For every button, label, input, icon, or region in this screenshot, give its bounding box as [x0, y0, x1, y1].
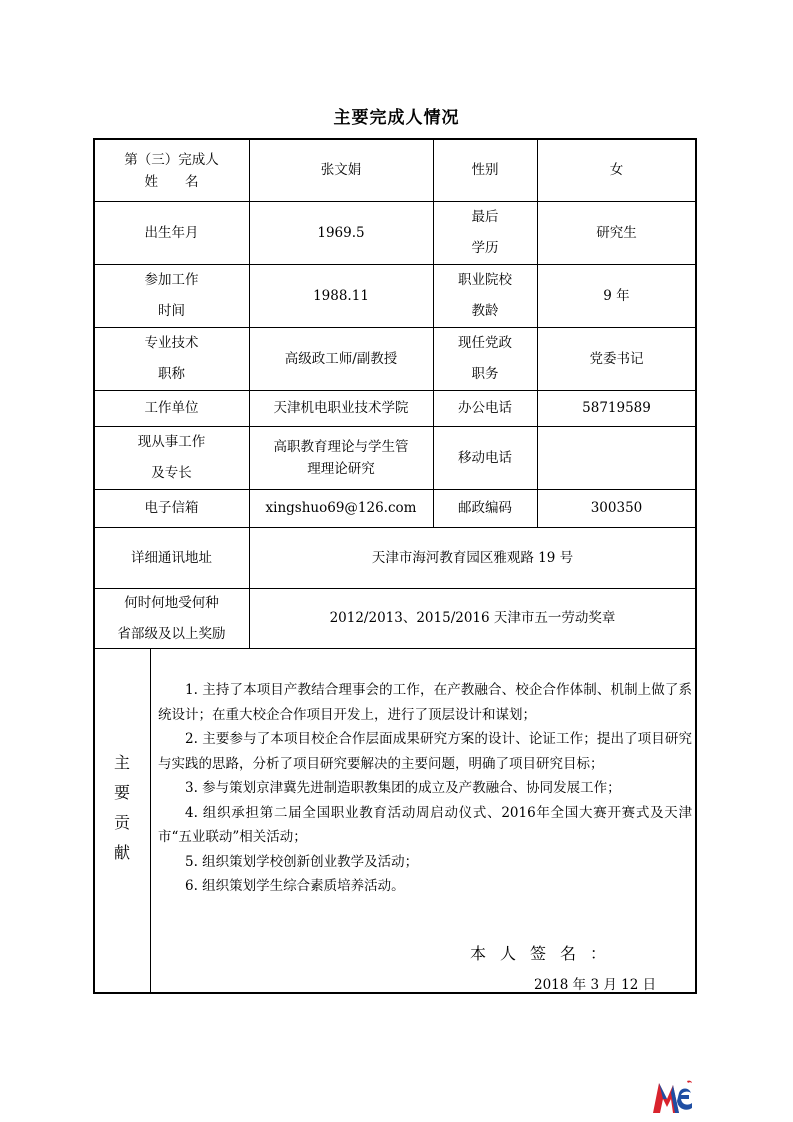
unit-value: 天津机电职业技术学院 — [273, 400, 409, 416]
teaching-years-label — [433, 265, 537, 327]
specialty-label-line1: 现从事工作 — [137, 434, 206, 450]
office-phone-value: 58719589 — [582, 400, 651, 416]
birth-value: 1969.5 — [317, 224, 365, 241]
party-position-label-line1: 现任党政 — [458, 335, 512, 351]
education-label — [433, 202, 537, 264]
email-label: 电子信箱 — [144, 500, 199, 516]
order-label-line1: 第（三）完成人 — [124, 151, 219, 168]
specialty-label-line2: 及专长 — [151, 465, 192, 481]
teaching-years-label-line1: 职业院校 — [458, 272, 512, 288]
title-value: 高级政工师/副教授 — [284, 350, 398, 367]
birth-label: 出生年月 — [144, 224, 199, 241]
address-value: 天津市海河教育园区雅观路 19 号 — [371, 549, 574, 566]
education-label-line2: 学历 — [471, 240, 499, 256]
contribution-item: 4. 组织承担第二届全国职业教育活动周启动仪式、2016年全国大赛开赛式及天津市“五业联动”相关活动； — [158, 804, 692, 845]
awards-value: 2012/2013、2015/2016 天津市五一劳动奖章 — [329, 610, 616, 626]
specialty-value-line1: 高职教育理论与学生管 — [273, 439, 409, 455]
name-value: 张文娟 — [320, 162, 362, 178]
publisher-logo-icon — [651, 1079, 695, 1115]
contribution-item: 1. 主持了本项目产教结合理事会的工作，在产教融合、校企合作体制、机制上做了系统设计；在重大校企合作项目开发上，进行了顶层设计和谋划； — [158, 682, 692, 723]
heading-char: 主 — [113, 753, 130, 772]
order-label-line2: 姓 名 — [144, 173, 199, 190]
work-start-label — [94, 265, 249, 327]
heading-char: 贡 — [113, 813, 130, 832]
mobile-label: 移动电话 — [458, 449, 512, 466]
contributions-heading — [94, 748, 150, 868]
specialty-value — [249, 427, 433, 489]
email-value: xingshuo69@126.com — [265, 500, 417, 516]
page-title: 主要完成人情况 — [333, 108, 460, 128]
party-position-value: 党委书记 — [589, 350, 644, 367]
contribution-item: 3. 参与策划京津冀先进制造职教集团的成立及产教融合、协同发展工作； — [185, 780, 621, 796]
party-position-label — [433, 328, 537, 390]
education-value: 研究生 — [596, 224, 637, 241]
signature-date: 2018 年 3 月 12 日 — [534, 977, 657, 993]
address-label: 详细通讯地址 — [131, 549, 212, 566]
specialty-value-line2: 理理论研究 — [307, 461, 375, 477]
contribution-item: 2. 主要参与了本项目校企合作层面成果研究方案的设计、论证工作；提出了项目研究与实践的思路，分析了项目研究要解决的主要问题，明确了项目研究目标； — [158, 731, 692, 772]
order-label — [94, 140, 249, 201]
signature-label: 本人签名： — [470, 944, 621, 963]
awards-label-line1: 何时何地受何种 — [124, 594, 219, 611]
title-label-line1: 专业技术 — [144, 335, 199, 351]
postcode-label: 邮政编码 — [458, 500, 512, 516]
title-label — [94, 328, 249, 390]
unit-label: 工作单位 — [144, 400, 199, 416]
specialty-label — [94, 427, 249, 489]
work-start-label-line2: 时间 — [158, 303, 185, 319]
awards-label — [94, 589, 249, 648]
contributions-list — [158, 678, 692, 899]
education-label-line1: 最后 — [471, 209, 499, 225]
heading-char: 要 — [113, 783, 130, 802]
teaching-years-value: 9 年 — [603, 287, 630, 304]
postcode-value: 300350 — [590, 500, 643, 516]
contribution-item: 5. 组织策划学校创新创业教学及活动； — [185, 853, 419, 870]
office-phone-label: 办公电话 — [458, 400, 512, 416]
gender-value: 女 — [609, 162, 624, 178]
gender-label: 性别 — [471, 162, 499, 178]
awards-label-line2: 省部级及以上奖励 — [117, 625, 226, 642]
work-start-value: 1988.11 — [313, 287, 369, 304]
title-label-line2: 职称 — [158, 366, 185, 382]
heading-char: 献 — [113, 843, 130, 862]
party-position-label-line2: 职务 — [471, 366, 499, 382]
teaching-years-label-line2: 教龄 — [471, 303, 499, 319]
mobile-value — [537, 427, 696, 489]
contribution-item: 6. 组织策划学生综合素质培养活动。 — [185, 878, 405, 894]
work-start-label-line1: 参加工作 — [144, 272, 199, 288]
